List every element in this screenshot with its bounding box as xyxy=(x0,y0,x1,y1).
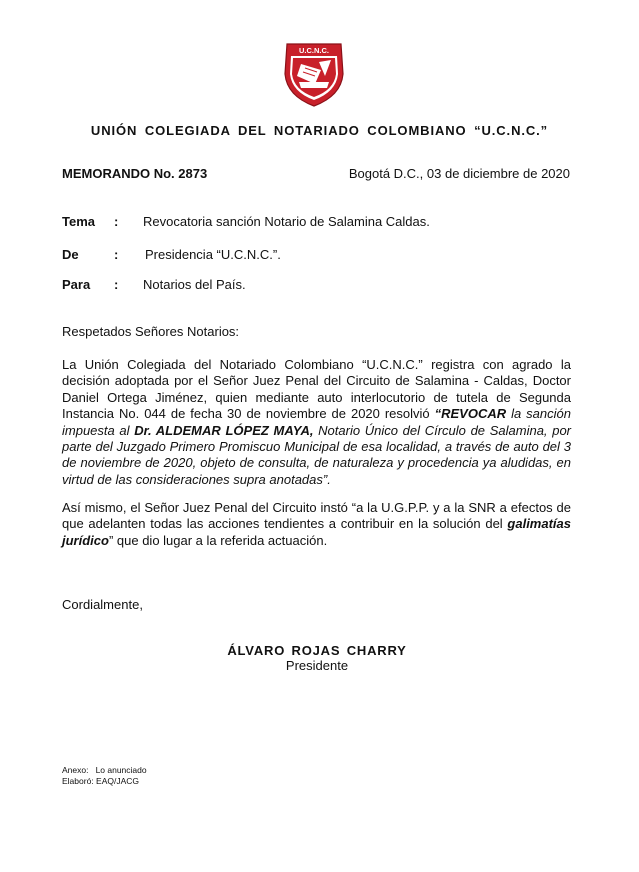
p1-revocar: “REVOCAR xyxy=(434,406,507,422)
annex-block xyxy=(62,765,147,787)
memo-number: MEMORANDO No. 2873 xyxy=(62,166,208,181)
greeting: Respetados Señores Notarios: xyxy=(62,324,240,339)
annex-label: Anexo: xyxy=(62,765,89,775)
p1-text-3: la sanción impuesta al xyxy=(62,406,571,438)
field-de-label: De xyxy=(62,247,79,262)
ucnc-logo xyxy=(281,36,347,108)
field-tema-value: Revocatoria sanción Notario de Salamina Caldas. xyxy=(143,214,430,229)
field-para-colon: : xyxy=(114,277,119,292)
field-de-colon: : xyxy=(114,247,119,262)
signer-name: ÁLVARO ROJAS CHARRY xyxy=(227,643,407,658)
p2-text-1: Así mismo, el Señor Juez Penal del Circuito instó “a la U.G.P.P. y a la SNR a efectos de que adelanten todas las acciones tendientes a contribuir en la solución del xyxy=(62,500,571,532)
memo-date: Bogotá D.C., 03 de diciembre de 2020 xyxy=(348,166,570,181)
field-de-value: Presidencia “U.C.N.C.”. xyxy=(145,247,281,262)
elaboro-line: Elaboró: EAQ/JACG xyxy=(62,776,140,786)
p1-text-5: Notario Único del Círculo de Salamina, por parte del Juzgado Primero Promiscuo Municipal de esa localidad, a través de auto del 3 de noviembre de 2020, objeto de consulta, de naturaleza y procedencia ya aludidas, en virtud de las consideraciones supra anotadas”. xyxy=(62,422,572,487)
annex-line xyxy=(62,765,147,776)
field-para-value: Notarios del País. xyxy=(143,277,246,292)
organization-title: UNIÓN COLEGIADA DEL NOTARIADO COLOMBIANO “U.C.N.C.” xyxy=(90,123,549,138)
annex-value: Lo anunciado xyxy=(95,765,147,775)
field-tema-colon: : xyxy=(114,214,119,229)
p2-galimatias: galimatías jurídico xyxy=(62,516,571,548)
field-para-label: Para xyxy=(62,277,91,292)
field-tema-label: Tema xyxy=(62,214,95,229)
p2-text-3: ” que dio lugar a la referida actuación. xyxy=(108,532,328,548)
svg-text:U.C.N.C.: U.C.N.C. xyxy=(299,46,329,55)
p1-text-1: La Unión Colegiada del Notariado Colombiano “U.C.N.C.” registra con agrado la decisión adoptada por el Señor Juez Penal del Circuito de Salamina - Caldas, Doctor Daniel Ortega Jiménez, quien mediante auto interlocutorio de tutela de Segunda Instancia No. 044 de fecha 30 de noviembre de 2020 resolvió xyxy=(62,357,571,422)
p1-notary-name: Dr. ALDEMAR LÓPEZ MAYA, xyxy=(134,422,314,438)
signer-title: Presidente xyxy=(285,658,349,673)
body-paragraph-1 xyxy=(62,357,571,488)
signature-block xyxy=(212,643,422,673)
body-paragraph-2 xyxy=(62,500,571,549)
closing: Cordialmente, xyxy=(62,597,143,612)
